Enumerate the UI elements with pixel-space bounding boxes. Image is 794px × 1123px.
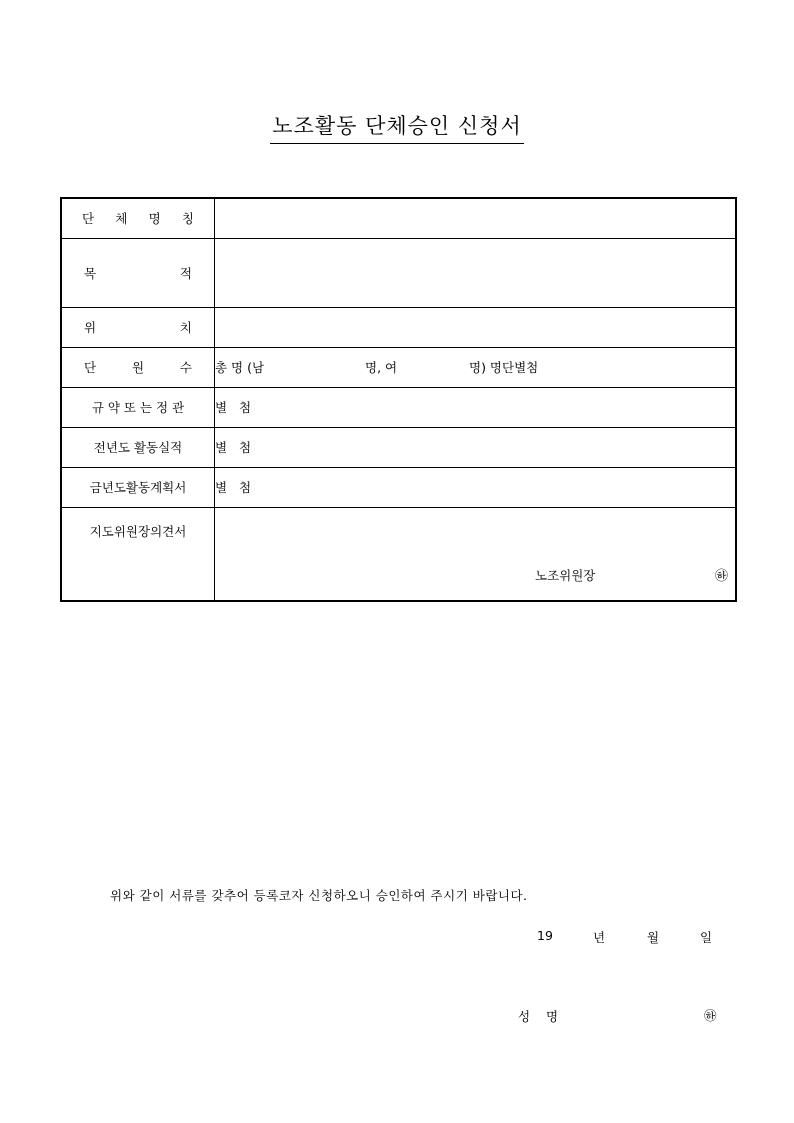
label-last-year: 전년도 활동실적 xyxy=(61,427,215,467)
field-members[interactable] xyxy=(215,347,737,387)
date-month-unit: 월 xyxy=(647,930,660,945)
field-last-year[interactable]: 별 첨 xyxy=(215,427,737,467)
form-row-opinion xyxy=(61,507,736,601)
field-group-name[interactable] xyxy=(215,198,737,238)
form-row-purpose xyxy=(61,238,736,307)
field-purpose[interactable] xyxy=(215,238,737,307)
label-char: 단 xyxy=(82,211,95,227)
form-row-last-year xyxy=(61,427,736,467)
form-row-this-year xyxy=(61,467,736,507)
opinion-seal-mark: ㉻ xyxy=(715,568,729,584)
signature-seal-mark: ㉻ xyxy=(704,1008,717,1023)
label-char: 원 xyxy=(131,360,145,375)
date-year-unit: 년 xyxy=(593,930,606,945)
members-male-text: 명, 여 xyxy=(365,360,398,375)
label-group-name xyxy=(61,198,215,238)
label-purpose xyxy=(61,238,215,307)
date-year: 19 xyxy=(537,928,553,943)
label-char: 체 xyxy=(115,211,128,227)
members-total-text: 총 명 (남 xyxy=(215,360,265,375)
field-bylaws[interactable]: 별 첨 xyxy=(215,387,737,427)
document-title: 노조활동 단체승인 신청서 xyxy=(270,110,524,144)
label-opinion: 지도위원장의견서 xyxy=(61,507,215,601)
request-statement: 위와 같이 서류를 갖추어 등록코자 신청하오니 승인하여 주시기 바랍니다. xyxy=(110,888,528,903)
date-day-unit: 일 xyxy=(700,930,713,945)
label-char: 수 xyxy=(179,360,192,375)
form-row-members xyxy=(61,347,736,387)
label-char: 목 xyxy=(84,265,97,281)
label-char: 적 xyxy=(179,265,192,281)
label-char: 단 xyxy=(84,360,97,375)
label-location xyxy=(61,307,215,347)
field-location[interactable] xyxy=(215,307,737,347)
members-female-text: 명) 명단별첨 xyxy=(469,360,539,375)
label-char: 칭 xyxy=(181,211,194,227)
label-char: 위 xyxy=(84,320,97,335)
label-members xyxy=(61,347,215,387)
document-title-wrap xyxy=(0,110,794,144)
label-bylaws: 규 약 또 는 정 관 xyxy=(61,387,215,427)
label-char: 치 xyxy=(179,320,192,335)
form-row-bylaws xyxy=(61,387,736,427)
signature-label: 성 명 xyxy=(518,1009,559,1024)
opinion-signer: 노조위원장 xyxy=(535,567,596,583)
form-row-group-name xyxy=(61,198,736,238)
form-row-location xyxy=(61,307,736,347)
field-this-year[interactable]: 별 첨 xyxy=(215,467,737,507)
label-char: 명 xyxy=(148,211,161,227)
application-form-table xyxy=(60,197,737,602)
field-opinion[interactable] xyxy=(215,507,737,601)
label-this-year: 금년도활동계획서 xyxy=(61,467,215,507)
